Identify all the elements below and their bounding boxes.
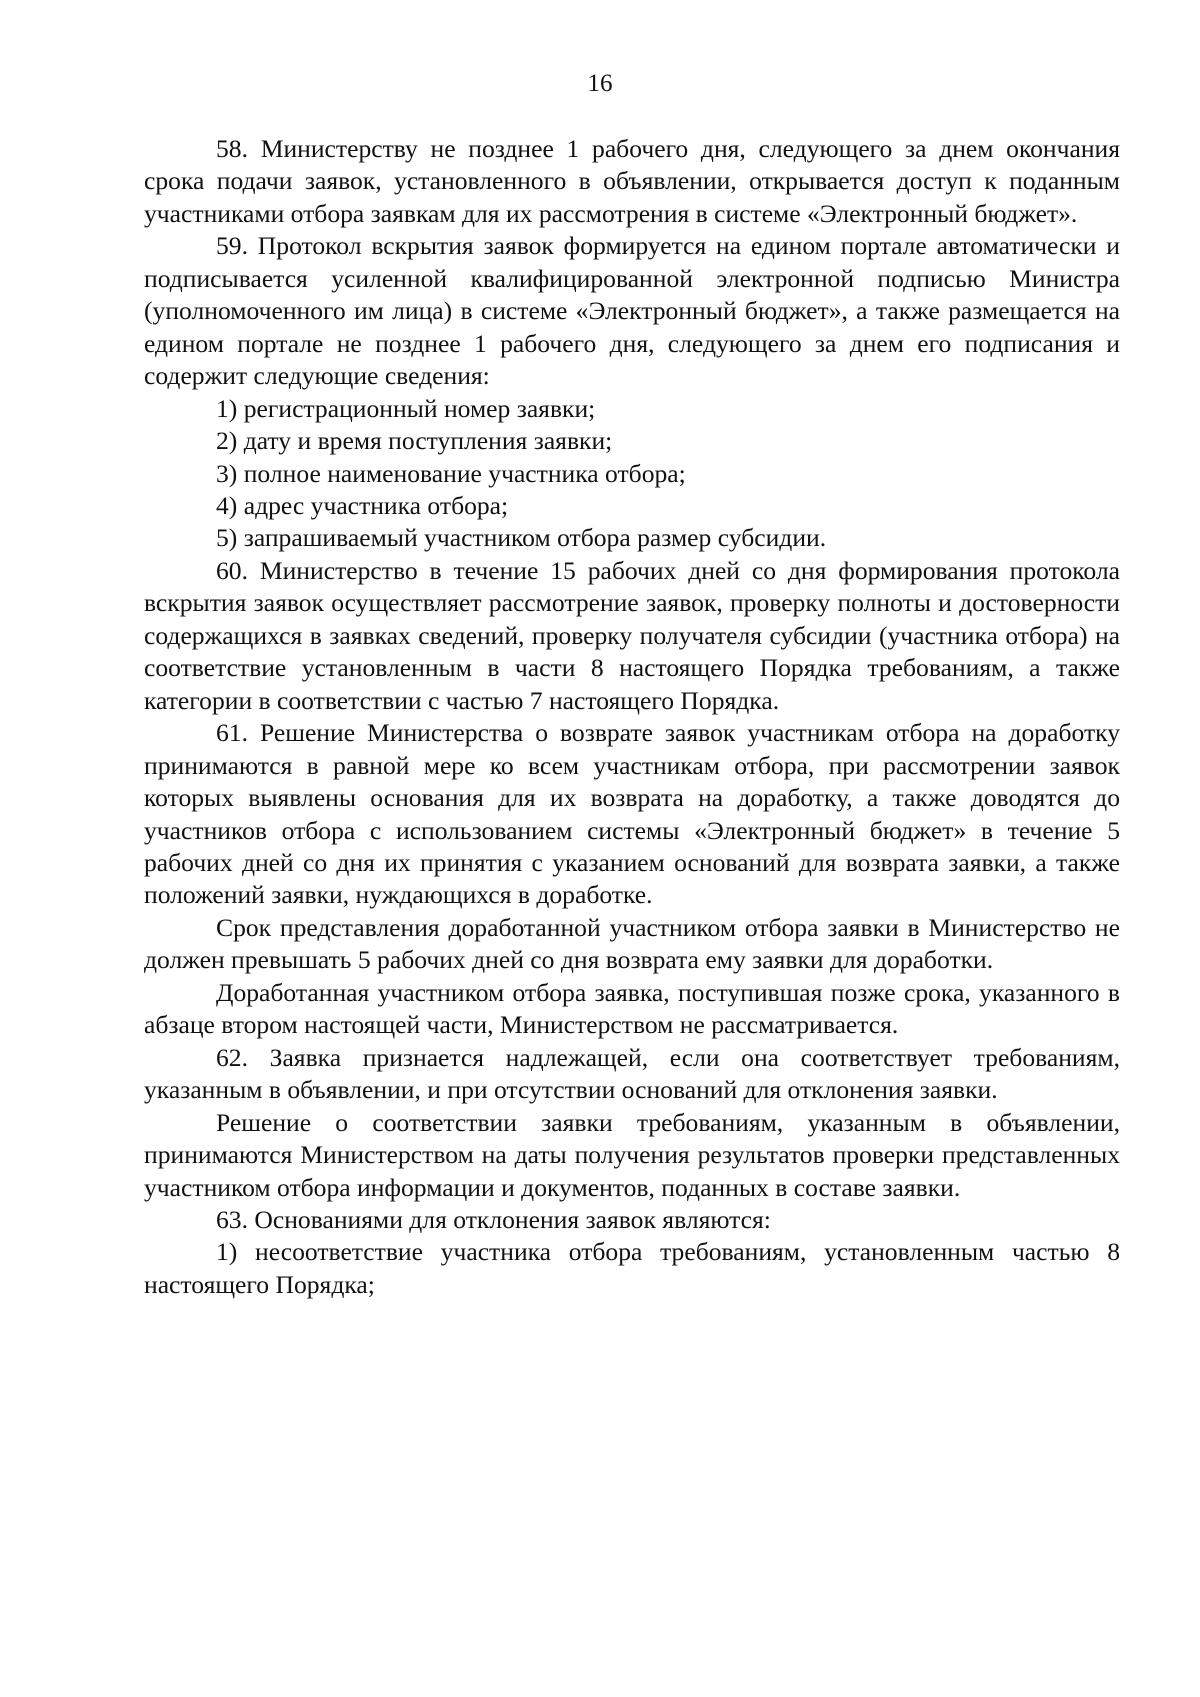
list-item-1: 1) регистрационный номер заявки;	[216, 393, 596, 423]
paragraph-60: 60. Министерство в течение 15 рабочих дней со дня формирования протокола вскрытия заявок осуществляет рассмотрение заявок, проверку полноты и достоверности содержащихся в заявках сведений, проверку получателя субсидии (участника отбора) на соответствие установленным в части 8 настоящего Порядка требованиям, а также категории в соответствии с частью 7 настоящего Порядка.	[144, 555, 1120, 715]
page-number: 16	[587, 70, 613, 97]
list-item-5: 5) запрашиваемый участником отбора размер субсидии.	[216, 523, 827, 553]
paragraph-61-abz-3: Доработанная участником отбора заявка, поступившая позже срока, указанного в абзаце втором настоящей части, Министерством не рассматривается.	[144, 977, 1120, 1040]
list-item-2: 2) дату и время поступления заявки;	[216, 426, 613, 456]
paragraph-59: 59. Протокол вскрытия заявок формируется на едином портале автоматически и подписывается усиленной квалифицированной электронной подписью Министра (уполномоченного им лица) в системе «Электронный бюджет», а также размещается на едином портале не позднее 1 рабочего дня, следующего за днем его подписания и содержит следующие сведения:	[144, 231, 1120, 391]
paragraph-62: 62. Заявка признается надлежащей, если она соответствует требованиям, указанным в объявлении, и при отсутствии оснований для отклонения заявки.	[144, 1042, 1120, 1105]
paragraph-61: 61. Решение Министерства о возврате заявок участникам отбора на доработку принимаются в равной мере ко всем участникам отбора, при рассмотрении заявок которых выявлены основания для их возврата на доработку, а также доводятся до участников отбора с использованием системы «Электронный бюджет» в течение 5 рабочих дней со дня их принятия с указанием оснований для возврата заявки, а также положений заявки, нуждающихся в доработке.	[144, 718, 1120, 910]
list-item-3: 3) полное наименование участника отбора;	[216, 458, 686, 488]
list-item-4: 4) адрес участника отбора;	[216, 490, 509, 520]
document-body	[144, 133, 1120, 1301]
list-item-63-1: 1) несоответствие участника отбора требованиям, установленным частью 8 настоящего Порядка;	[144, 1237, 1120, 1299]
paragraph-61-abz-2: Срок представления доработанной участником отбора заявки в Министерство не должен превышать 5 рабочих дней со дня возврата ему заявки для доработки.	[144, 912, 1120, 975]
paragraph-62-abz-2: Решение о соответствии заявки требованиям, указанным в объявлении, принимаются Министерством на даты получения результатов проверки представленных участником отбора информации и документов, поданных в составе заявки.	[144, 1107, 1120, 1202]
paragraph-58: 58. Министерству не позднее 1 рабочего дня, следующего за днем окончания срока подачи заявок, установленного в объявлении, открывается доступ к поданным участниками отбора заявкам для их рассмотрения в системе «Электронный бюджет».	[144, 134, 1120, 228]
paragraph-63: 63. Основаниями для отклонения заявок являются:	[216, 1204, 771, 1234]
